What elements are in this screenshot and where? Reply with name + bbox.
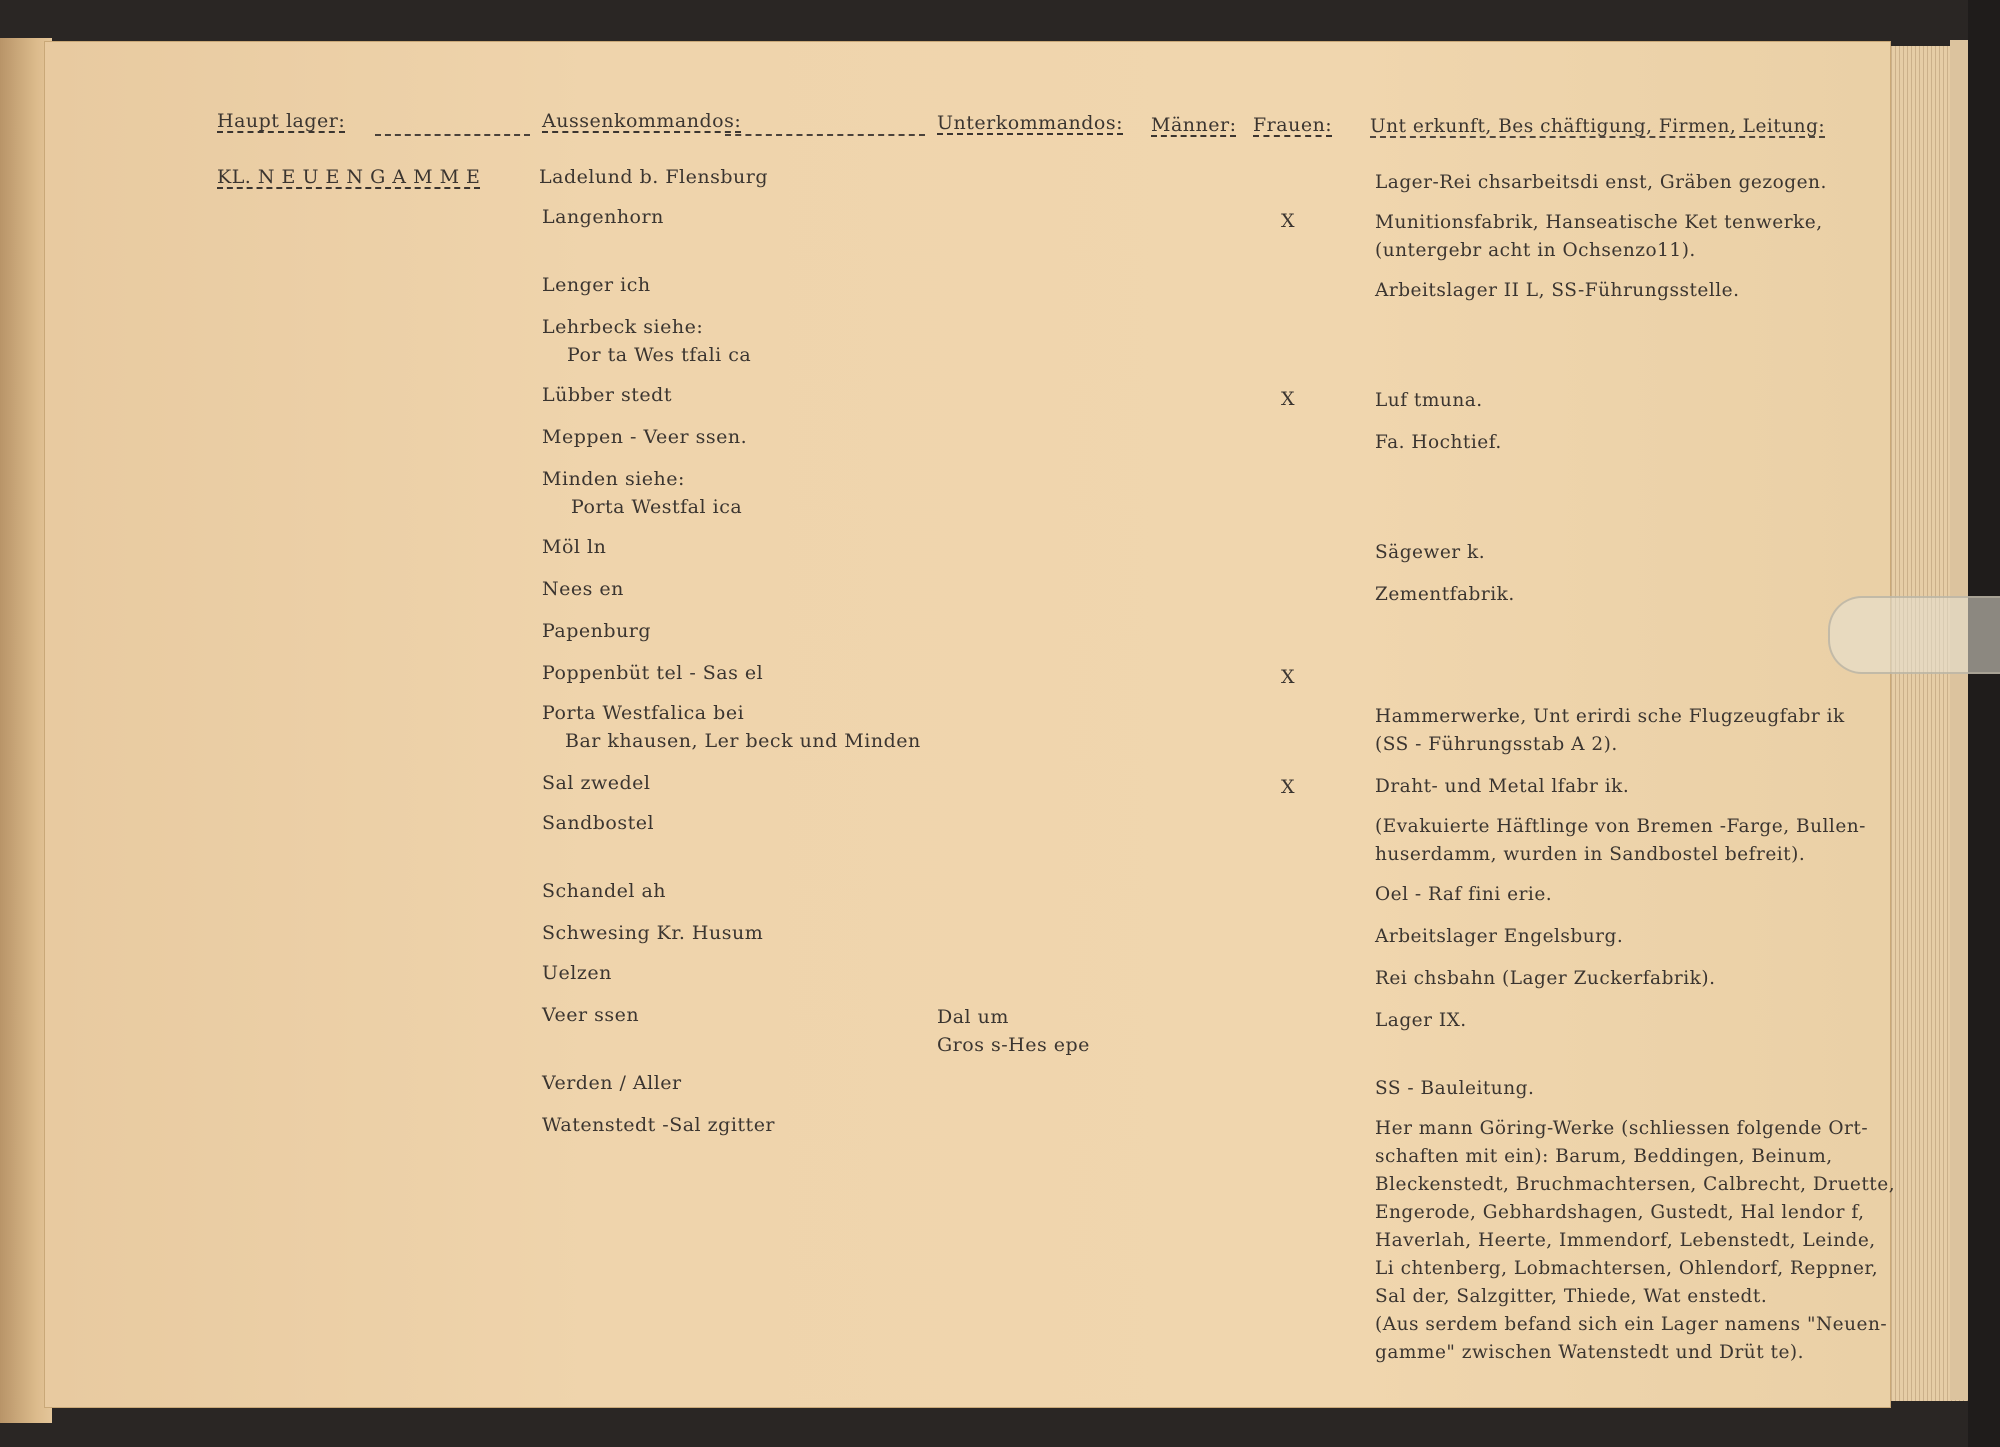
camp-name: Sandbostel — [542, 812, 655, 834]
camp-name: Schwesing Kr. Husum — [542, 922, 764, 944]
frauen-mark: X — [1281, 666, 1296, 688]
background-right — [1968, 0, 2000, 1447]
camp-remark: Oel - Raf fini erie. — [1375, 884, 1553, 905]
header-rule — [375, 134, 530, 136]
header-unterkommandos: Unterkommandos: — [937, 112, 1124, 134]
header-maenner: Männer: — [1151, 114, 1237, 136]
camp-remark: Lager-Rei chsarbeitsdi enst, Gräben gezogen. — [1375, 172, 1827, 193]
camp-remark: Rei chsbahn (Lager Zuckerfabrik). — [1375, 968, 1716, 989]
camp-remark: Luf tmuna. — [1375, 390, 1483, 411]
camp-name: Verden / Aller — [542, 1072, 682, 1094]
camp-name-cont: Porta Westfal ica — [571, 496, 743, 518]
camp-remark: Draht- und Metal lfabr ik. — [1375, 776, 1630, 797]
camp-remark: Munitionsfabrik, Hanseatische Ket tenwerke, — [1375, 212, 1823, 233]
page-stack-edge-outer — [1950, 40, 1968, 1400]
frauen-mark: X — [1281, 776, 1296, 798]
camp-name: Papenburg — [542, 620, 652, 642]
camp-remark: Her mann Göring-Werke (schliessen folgende Ort- — [1375, 1118, 1869, 1139]
header-rule — [725, 134, 925, 136]
camp-name: Sal zwedel — [542, 772, 651, 794]
camp-remark: (Evakuierte Häftlinge von Bremen -Farge, Bullen- — [1375, 816, 1866, 837]
camp-name-cont: Por ta Wes tfali ca — [567, 344, 752, 366]
camp-remark-cont: (Aus serdem befand sich ein Lager namens "Neuen- — [1375, 1314, 1888, 1335]
camp-remark-cont: (untergebr acht in Ochsenzo11). — [1375, 240, 1696, 261]
camp-remark: Zementfabrik. — [1375, 584, 1515, 605]
frauen-mark: X — [1281, 388, 1296, 410]
header-hauptlager: Haupt lager: — [217, 110, 346, 132]
main-camp-name: KL. N E U E N G A M M E — [217, 166, 481, 188]
camp-remark: Arbeitslager II L, SS-Führungsstelle. — [1375, 280, 1740, 301]
camp-remark: Sägewer k. — [1375, 542, 1486, 563]
frauen-mark: X — [1281, 210, 1296, 232]
camp-remark-cont: Haverlah, Heerte, Immendorf, Lebenstedt, Leinde, — [1375, 1230, 1876, 1251]
subcamp-name: Dal um — [937, 1006, 1009, 1028]
camp-remark-cont: Bleckenstedt, Bruchmachtersen, Calbrecht, Druette, — [1375, 1174, 1896, 1195]
header-frauen: Frauen: — [1253, 114, 1333, 136]
camp-name-cont: Bar khausen, Ler beck und Minden — [565, 730, 921, 752]
subcamp-name: Gros s-Hes epe — [937, 1034, 1090, 1056]
camp-remark-cont: Li chtenberg, Lobmachtersen, Ohlendorf, Reppner, — [1375, 1258, 1879, 1279]
camp-remark-cont: schaften mit ein): Barum, Beddingen, Beinum, — [1375, 1146, 1833, 1167]
camp-name: Möl ln — [542, 536, 607, 558]
camp-name: Schandel ah — [542, 880, 667, 902]
camp-remark-cont: (SS - Führungsstab A 2). — [1375, 734, 1618, 755]
camp-name: Langenhorn — [542, 206, 664, 228]
document-page — [45, 42, 1896, 1407]
camp-remark-cont: Sal der, Salzgitter, Thiede, Wat enstedt. — [1375, 1286, 1768, 1307]
camp-remark-cont: huserdamm, wurden in Sandbostel befreit). — [1375, 844, 1806, 865]
camp-remark: Fa. Hochtief. — [1375, 432, 1502, 453]
header-aussenkommandos: Aussenkommandos: — [542, 110, 742, 132]
camp-name: Veer ssen — [542, 1004, 640, 1026]
camp-name: Lenger ich — [542, 274, 651, 296]
camp-remark: Arbeitslager Engelsburg. — [1375, 926, 1624, 947]
camp-name: Uelzen — [542, 962, 612, 984]
camp-remark-cont: gamme" zwischen Watenstedt und Drüt te). — [1375, 1342, 1805, 1363]
header-unterkunft: Unt erkunft, Bes chäftigung, Firmen, Leitung: — [1370, 116, 1826, 137]
camp-name: Watenstedt -Sal zgitter — [542, 1114, 776, 1136]
camp-remark: Lager IX. — [1375, 1010, 1467, 1031]
camp-name: Ladelund b. Flensburg — [539, 166, 768, 188]
camp-name: Lübber stedt — [542, 384, 672, 406]
camp-name: Meppen - Veer ssen. — [542, 426, 748, 448]
camp-remark-cont: Engerode, Gebhardshagen, Gustedt, Hal lendor f, — [1375, 1202, 1865, 1223]
camp-name: Porta Westfalica bei — [542, 702, 745, 724]
camp-remark: Hammerwerke, Unt erirdi sche Flugzeugfabr ik — [1375, 706, 1845, 727]
camp-remark: SS - Bauleitung. — [1375, 1078, 1535, 1099]
camp-name: Poppenbüt tel - Sas el — [542, 662, 764, 684]
camp-name: Lehrbeck siehe: — [542, 316, 704, 338]
index-tab — [1828, 596, 2000, 674]
camp-name: Minden siehe: — [542, 468, 685, 490]
camp-name: Nees en — [542, 578, 624, 600]
